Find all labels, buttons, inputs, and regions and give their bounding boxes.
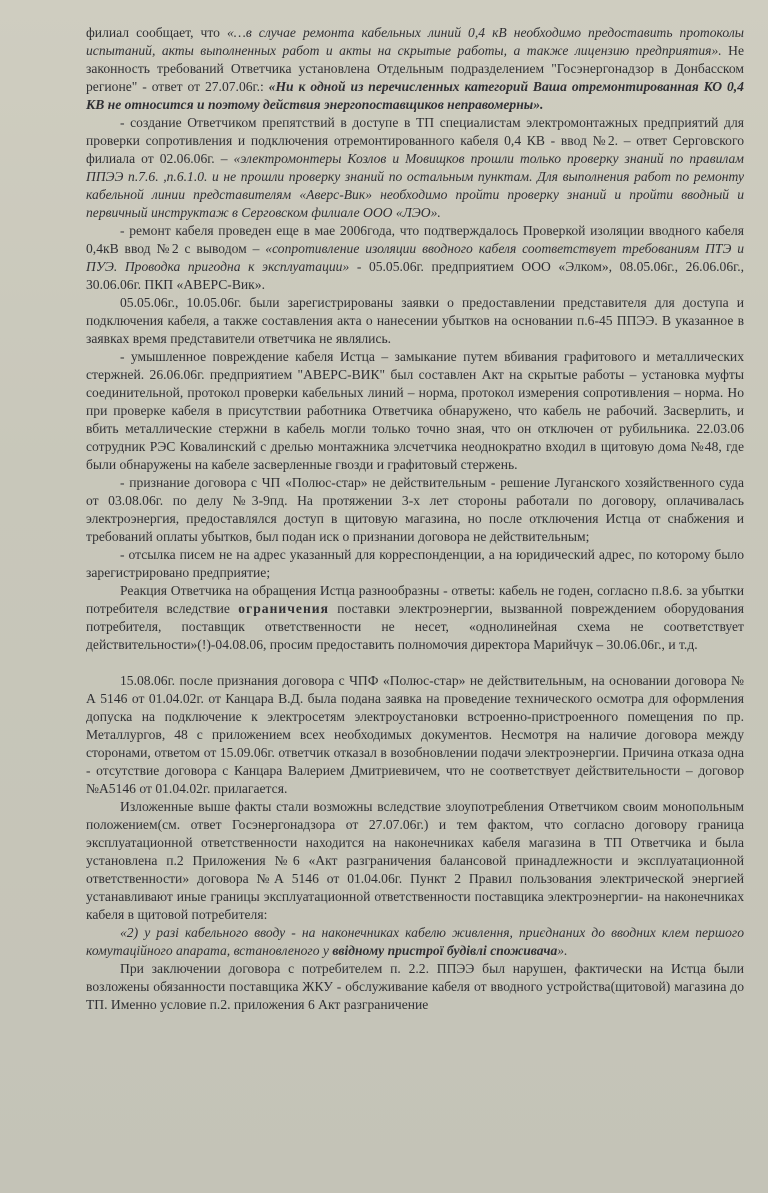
p8-emphasis: ограничения <box>238 601 329 616</box>
paragraph-3 <box>86 222 744 294</box>
paragraph-11 <box>86 924 744 960</box>
paragraph-7: - отсылка писем не на адрес указанный для корреспонденции, а на юридический адрес, по которому было зарегистрировано предприятие; <box>86 547 744 580</box>
p1-text-1: филиал сообщает, что <box>86 25 227 40</box>
paragraph-5: - умышленное повреждение кабеля Истца – замыкание путем вбивания графитового и металлических стержней. 26.06.06г. предприятием "АВЕРС-ВИК" был составлен Акт на скрытые работы – установка муфты соединительной, протокол проверки кабельных линий – норма, протокол измерения сопротивления – норма. Но при проверке кабеля в присутствии работника Ответчика обнаружено, что кабель не рабочий. Засверлить, и вбить металлические стержни в кабель могли только точно зная, что он отключен от рубильника. 22.03.06 сотрудник РЭС Ковалинский с дрелью монтажника элсчетчика неоднократно входил в щитовую дома №48, где были обнаружены на кабеле засверленные гвозди и графитовый стержень. <box>86 349 744 472</box>
p3-text-1: - ремонт кабеля проведен еще в мае 2006года, что подтверждалось Проверкой изоляции вводного кабеля 0,4кВ ввод №2 с выводом – <box>86 223 744 256</box>
p1-quote-2: «Ни к одной из перечисленных категорий Ваша отремонтированная КО 0,4 КВ не относится и поэтому действия энергопоставщиков неправомерны». <box>86 79 744 112</box>
paragraph-gap <box>86 654 744 672</box>
p11-emphasis: ввідному пристрої будівлі споживача <box>332 943 558 958</box>
paragraph-10: Изложенные выше факты стали возможны вследствие злоупотребления Ответчиком своим монопольным положением(см. ответ Госэнергонадзора от 27.07.06г.) и тем фактом, что согласно договору граница эксплуатационной ответственности находится на наконечниках кабеля магазина в ТП Ответчика и была установлена п.2 Приложения №6 «Акт разграничения балансовой принадлежности и эксплуатационной ответственности» договора №А 5146 от 01.04.06г. Пункт 2 Правил пользования электрической энергией устанавливают иные границы эксплуатационной ответственности поставщика электроэнергии- на наконечниках кабеля в щитовой потребителя: <box>86 799 744 922</box>
paragraph-8 <box>86 582 744 654</box>
p11-quote: «2) у разі кабельного вводу - на наконечниках кабелю живлення, приєднаних до вводних клем першого комутаційного апарата, встановленого у <box>86 925 744 958</box>
p1-quote-1: «…в случае ремонта кабельных линий 0,4 кВ необходимо предоставить протоколы испытаний, акты выполненных работ и акты на скрытые работы, а также лицензию предприятия». <box>86 25 744 58</box>
paragraph-4: 05.05.06г., 10.05.06г. были зарегистрированы заявки о предоставлении представителя для доступа и подключения кабеля, а также составления акта о нанесении убытков на основании п.6-45 ППЭЭ. В указанное в заявках время представители ответчика не являлись. <box>86 295 744 346</box>
p8-text-1: Реакция Ответчика на обращения Истца разнообразны - ответы: кабель не годен, согласно п.8.6. за убытки потребителя вследствие <box>86 583 744 616</box>
p2-text-1: - создание Ответчиком препятствий в доступе в ТП специалистам электромонтажных предприятий для проверки сопротивления и подключения отремонтированного кабеля 0,4 КВ - ввод №2. – ответ Серговского филиала от 02.06.06г. – <box>86 115 744 166</box>
p11-quote-end: ». <box>557 943 568 958</box>
p8-text-2: поставки электроэнергии, вызванной повреждением оборудования потребителя, поставщик ответственности не несет, «однолинейная схема не соответствует действительности»(!)-04.08.06, просим предоставить полномочия директора Марийчук – 30.06.06г., и т.д. <box>86 601 744 652</box>
p3-text-2: - 05.05.06г. предприятием ООО «Элком», 08.05.06г., 26.06.06г., 30.06.06г. ПКП «АВЕРС-Вик». <box>86 259 744 292</box>
paragraph-6: - признание договора с ЧП «Полюс-стар» не действительным - решение Луганского хозяйственного суда от 03.08.06г. по делу №3-9пд. На протяжении 3-х лет стороны работали по договору, оплачивалась электроэнергия, предоставлялся доступ в щитовую магазина, но после отключения Истца от снабжения и требований оплаты убытков, был подан иск о признании договора не действительным; <box>86 475 744 544</box>
paragraph-9: 15.08.06г. после признания договора с ЧПФ «Полюс-стар» не действительным, на основании договора № А 5146 от 01.04.02г. от Канцара В.Д. была подана заявка на проведение технического осмотра для оформления допуска на подключение к электросетям электроустановки встроенно-пристроенного помещения по пр. Металлургов, 48 с приложением всех необходимых документов. Несмотря на наличие договора между сторонами, ответом от 15.09.06г. ответчик отказал в возобновлении подачи электроэнергии. Причина отказа одна - отсутствие договора с Канцара Валерием Дмитриевичем, что не соответствует действительности – договор №А5146 от 01.04.02г. прилагается. <box>86 673 744 796</box>
p1-text-2: Не законность требований Ответчика установлена Отдельным подразделением "Госэнергонадзор в Донбасском регионе" - ответ от 27.07.06г.: <box>86 43 745 94</box>
paragraph-1 <box>86 24 744 114</box>
p2-quote: «электромонтеры Козлов и Мовищков прошли только проверку знаний по правилам ППЭЭ п.7.6. ,п.6.1.0. и не прошли проверку знаний по остальным пунктам. Для выполнения работ по ремонту кабельной линии представителям «Аверс-Вик» необходимо пройти проверку знаний и пройти вводный и первичный инструктаж в Серговском филиале ООО «ЛЭО». <box>86 151 744 220</box>
paragraph-12: При заключении договора с потребителем п. 2.2. ППЭЭ был нарушен, фактически на Истца были возложены обязанности поставщика ЖКУ - обслуживание кабеля от вводного устройства(щитовой) магазина до ТП. Именно условие п.2. приложения 6 Акт разграничение <box>86 961 744 1012</box>
p3-quote: «сопротивление изоляции вводного кабеля соответствует требованиям ПТЭ и ПУЭ. Проводка пригодна к эксплуатации» <box>86 241 744 274</box>
paragraph-2 <box>86 114 744 222</box>
